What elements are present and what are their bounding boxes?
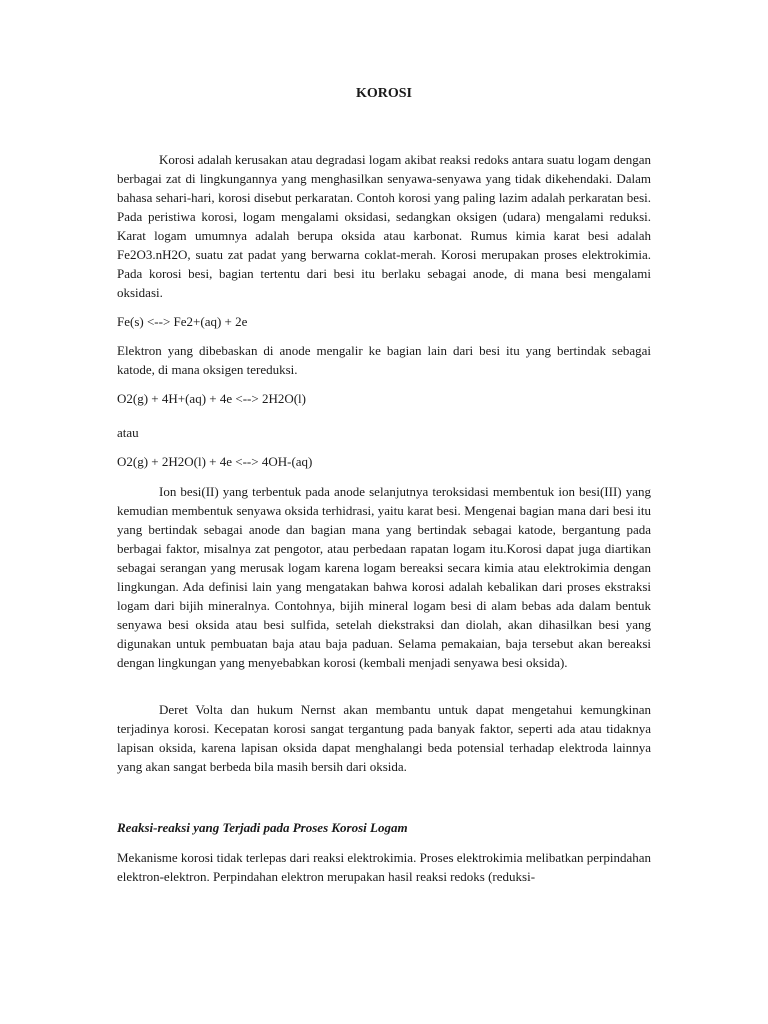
paragraph-volta: Deret Volta dan hukum Nernst akan membantu untuk dapat mengetahui kemungkinan terjadinya korosi. Kecepatan korosi sangat tergantung pada banyak faktor, seperti ada atau tidaknya lapisan oksida, karena lapisan oksida dapat menghalangi beda potensial terhadap elektroda lainnya yang akan sangat berbeda bila masih bersih dari oksida. <box>117 702 651 774</box>
equation-cathode-acid: O2(g) + 4H+(aq) + 4e <--> 2H2O(l) <box>117 391 306 406</box>
paragraph-mechanism: Mekanisme korosi tidak terlepas dari reaksi elektrokimia. Proses elektrokimia melibatkan perpindahan elektron-elektron. Perpindahan elektron merupakan hasil reaksi redoks (reduksi- <box>117 850 651 884</box>
paragraph-intro: Korosi adalah kerusakan atau degradasi logam akibat reaksi redoks antara suatu logam dengan berbagai zat di lingkungannya yang menghasilkan senyawa-senyawa yang tidak dikehendaki. Dalam bahasa sehari-hari, korosi disebut perkaratan. Contoh korosi yang paling lazim adalah perkaratan besi. Pada peristiwa korosi, logam mengalami oksidasi, sedangkan oksigen (udara) mengalami reduksi. Karat logam umumnya adalah berupa oksida atau karbonat. Rumus kimia karat besi adalah Fe2O3.nH2O, suatu zat padat yang berwarna coklat-merah. Korosi merupakan proses elektrokimia. Pada korosi besi, bagian tertentu dari besi itu berlaku sebagai anode, di mana besi mengalami oksidasi. <box>117 152 651 300</box>
page-title: KOROSI <box>355 86 412 101</box>
section-heading: Reaksi-reaksi yang Terjadi pada Proses Korosi Logam <box>117 820 408 835</box>
equation-cathode-neutral: O2(g) + 2H2O(l) + 4e <--> 4OH-(aq) <box>117 454 313 469</box>
equation-anode: Fe(s) <--> Fe2+(aq) + 2e <box>117 314 248 329</box>
paragraph-electron: Elektron yang dibebaskan di anode mengalir ke bagian lain dari besi itu yang bertindak sebagai katode, di mana oksigen tereduksi. <box>117 343 651 377</box>
text-or: atau <box>117 425 139 440</box>
paragraph-iron-ion: Ion besi(II) yang terbentuk pada anode selanjutnya teroksidasi membentuk ion besi(III) yang kemudian membentuk senyawa oksida terhidrasi, yaitu karat besi. Mengenai bagian mana dari besi itu yang bertindak sebagai anode dan bagian mana yang bertindak sebagai katode, bergantung pada berbagai faktor, misalnya zat pengotor, atau perbedaan rapatan logam itu.Korosi dapat juga diartikan sebagai serangan yang merusak logam karena logam bereaksi secara kimia atau elektrokimia dengan lingkungan. Ada definisi lain yang mengatakan bahwa korosi adalah kebalikan dari proses ekstraksi logam dari bijih mineralnya. Contohnya, bijih mineral logam besi di alam bebas ada dalam bentuk senyawa besi oksida atau besi sulfida, setelah diekstraksi dan diolah, akan dihasilkan besi yang digunakan untuk pembuatan baja atau baja paduan. Selama pemakaian, baja tersebut akan bereaksi dengan lingkungan yang menyebabkan korosi (kembali menjadi senyawa besi oksida). <box>117 484 651 670</box>
